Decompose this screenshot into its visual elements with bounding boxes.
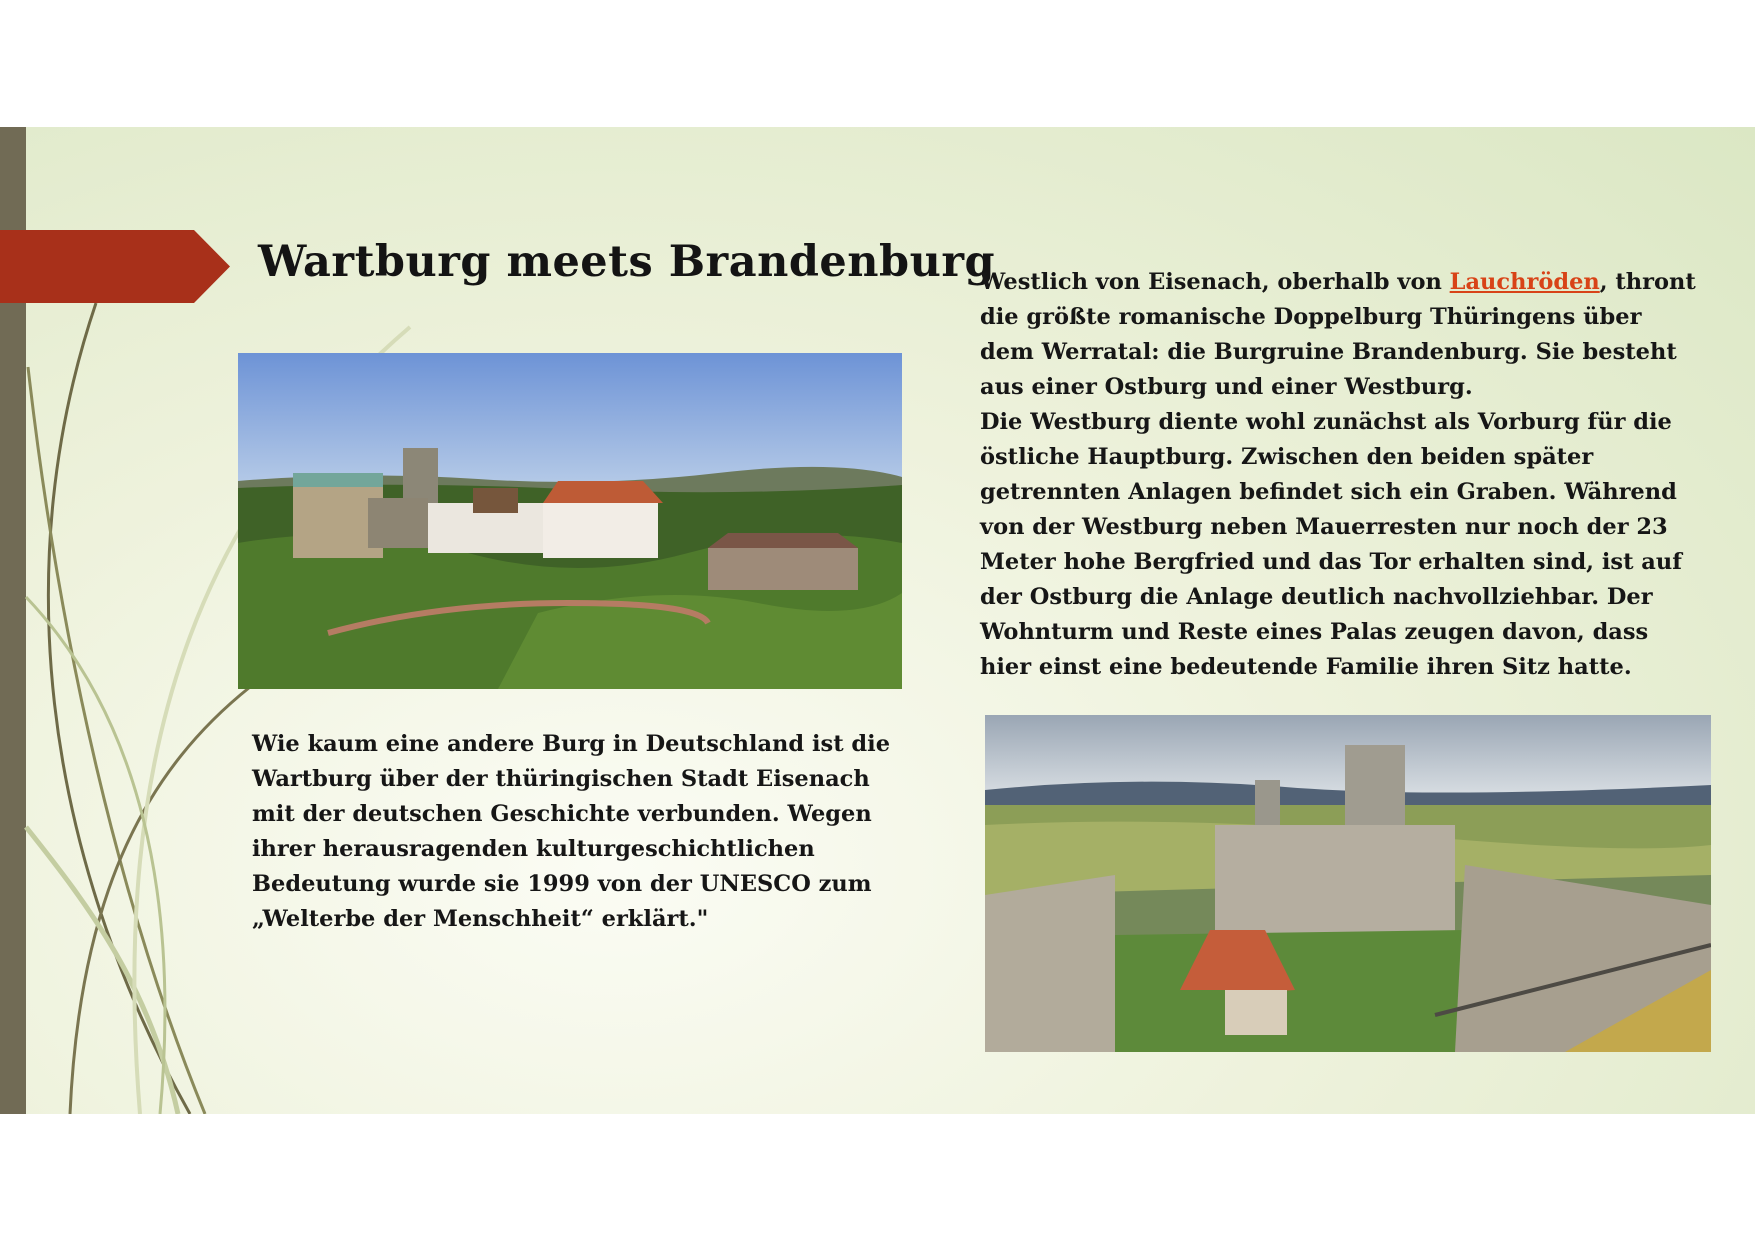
brandenburg-text-intro: Westlich von Eisenach, oberhalb von <box>980 269 1450 295</box>
brandenburg-text-continued: , thront die größte romanische Doppelburg Thüringens über dem Werratal: die Burgruine Brandenburg. Sie besteht aus einer Ostburg und einer Westburg. <box>980 269 1696 400</box>
wartburg-photo <box>238 353 902 689</box>
brandenburg-text-westburg: Die Westburg diente wohl zunächst als Vorburg für die östliche Hauptburg. Zwischen den beiden später getrennten Anlagen befindet sich ein Graben. Während von der Westburg neben Mauerresten nur noch der 23 Meter hohe Bergfried und das Tor erhalten sind, ist auf der Ostburg die Anlage deutlich nachvollziehbar. Der Wohnturm und Reste eines Palas zeugen davon, dass hier einst eine bedeutende Familie ihren Sitz hatte. <box>980 409 1682 680</box>
title-banner-arrow <box>0 230 230 303</box>
brandenburg-photo <box>985 715 1711 1052</box>
slide <box>0 127 1755 1114</box>
brandenburg-description <box>980 265 1700 685</box>
wartburg-description: Wie kaum eine andere Burg in Deutschland ist die Wartburg über der thüringischen Stadt Eisenach mit der deutschen Geschichte verbunden. Wegen ihrer herausragenden kulturgeschichtlichen Bedeutung wurde sie 1999 von der UNESCO zum „Welterbe der Menschheit“ erklärt." <box>252 731 891 932</box>
lauchroeden-link[interactable]: Lauchröden <box>1449 269 1600 295</box>
slide-title: Wartburg meets Brandenburg <box>258 237 996 287</box>
